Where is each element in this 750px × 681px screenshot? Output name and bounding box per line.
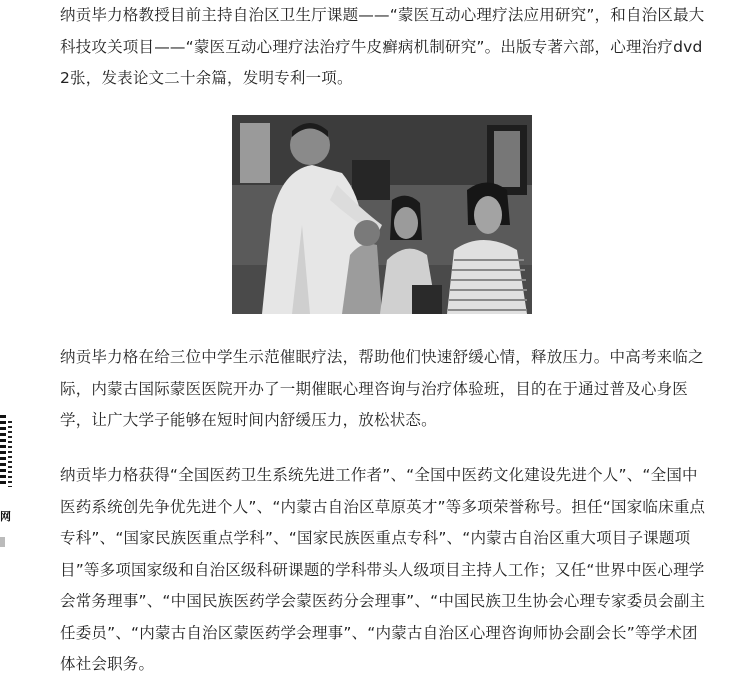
sidebar-fragment <box>0 415 20 555</box>
article-paragraph-3: 纳贡毕力格获得“全国医药卫生系统先进工作者”、“全国中医药文化建设先进个人”、“全国中医药系统创先争优先进个人”、“内蒙古自治区草原英才”等多项荣誉称号。担任“国家临床重点专科”、“国家民族医重点学科”、“国家民族医重点专科”、“内蒙古自治区重大项目子课题项目”等多项国家级和自治区级科研课题的学科带头人级项目主持人工作；又任“世界中医心理学会常务理事”、“中国民族医药学会蒙医药分会理事”、“中国民族卫生协会心理专家委员会副主任委员”、“内蒙古自治区蒙医药学会理事”、“内蒙古自治区心理咨询师协会副会长”等学术团体社会职务。 <box>60 466 706 673</box>
hypnosis-demonstration-photo <box>232 115 532 314</box>
article-photo <box>232 115 532 314</box>
sidebar-fragment-text: 网 <box>0 510 11 523</box>
sidebar-barcode-graphic <box>0 415 6 487</box>
article-paragraph-1: 纳贡毕力格教授目前主持自治区卫生厅课题——“蒙医互动心理疗法应用研究”，和自治区最大科技攻关项目——“蒙医互动心理疗法治疗牛皮癣病机制研究”。出版专著六部，心理治疗dvd2张，发表论文二十余篇，发明专利一项。 <box>60 6 705 87</box>
article-paragraph-2: 纳贡毕力格在给三位中学生示范催眠疗法，帮助他们快速舒缓心情，释放压力。中高考来临之际，内蒙古国际蒙医医院开办了一期催眠心理咨询与治疗体验班，目的在于通过普及心身医学，让广大学子能够在短时间内舒缓压力，放松状态。 <box>60 348 704 429</box>
sidebar-fragment-mark <box>0 537 5 547</box>
sidebar-barcode-graphic-secondary <box>8 421 12 487</box>
